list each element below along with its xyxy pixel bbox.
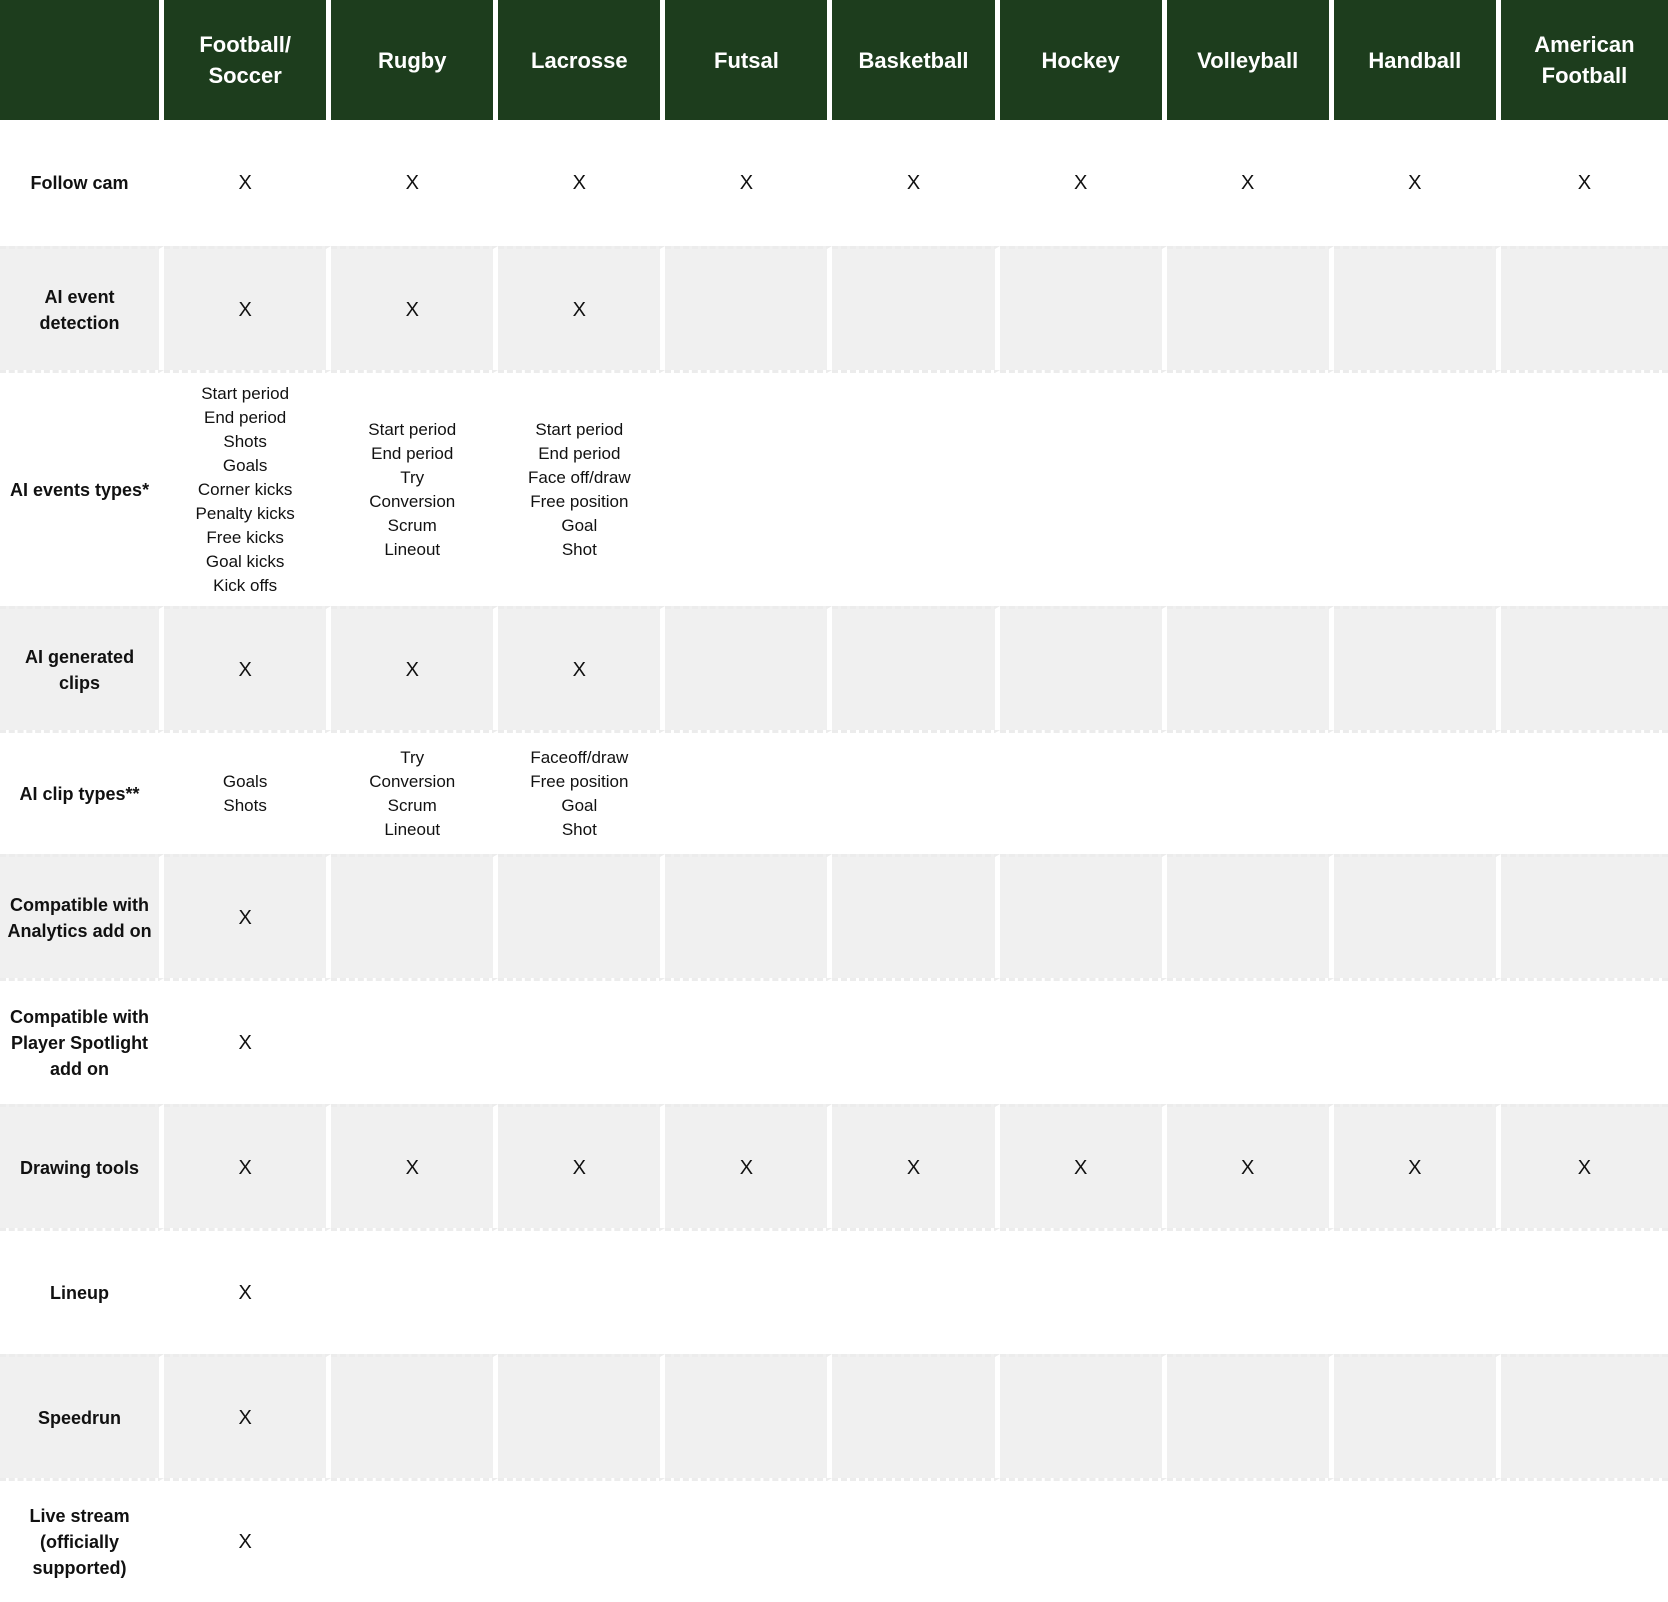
cell-ai-generated-clips-handball	[1334, 606, 1501, 730]
header-row	[0, 0, 1668, 120]
cell-analytics-add-on-hockey	[1000, 854, 1167, 978]
cell-ai-clip-types-rugby: Try Conversion Scrum Lineout	[331, 730, 498, 854]
cell-lineup-volleyball	[1167, 1228, 1334, 1354]
cell-player-spotlight-add-on-lacrosse	[498, 978, 665, 1104]
table-row	[0, 370, 1668, 606]
cell-live-stream-football-soccer: X	[164, 1478, 331, 1602]
cell-speedrun-basketball	[832, 1354, 999, 1478]
row-label-speedrun: Speedrun	[0, 1354, 164, 1478]
table-row	[0, 978, 1668, 1104]
cell-ai-generated-clips-lacrosse: X	[498, 606, 665, 730]
cell-live-stream-lacrosse	[498, 1478, 665, 1602]
column-header-american-football: American Football	[1501, 0, 1668, 120]
cell-lineup-hockey	[1000, 1228, 1167, 1354]
cell-drawing-tools-american-football: X	[1501, 1104, 1668, 1228]
cell-ai-generated-clips-rugby: X	[331, 606, 498, 730]
cell-ai-clip-types-basketball	[832, 730, 999, 854]
cell-live-stream-hockey	[1000, 1478, 1167, 1602]
cell-ai-generated-clips-volleyball	[1167, 606, 1334, 730]
table-row	[0, 1104, 1668, 1228]
table-row	[0, 854, 1668, 978]
cell-analytics-add-on-handball	[1334, 854, 1501, 978]
row-label-analytics-add-on: Compatible with Analytics add on	[0, 854, 164, 978]
cell-analytics-add-on-rugby	[331, 854, 498, 978]
cell-ai-generated-clips-hockey	[1000, 606, 1167, 730]
cell-analytics-add-on-futsal	[665, 854, 832, 978]
cell-live-stream-basketball	[832, 1478, 999, 1602]
cell-live-stream-futsal	[665, 1478, 832, 1602]
column-header-rugby: Rugby	[331, 0, 498, 120]
table-row	[0, 730, 1668, 854]
cell-ai-events-types-football-soccer: Start period End period Shots Goals Corner kicks Penalty kicks Free kicks Goal kicks Kick offs	[164, 370, 331, 606]
cell-drawing-tools-futsal: X	[665, 1104, 832, 1228]
cell-follow-cam-american-football: X	[1577, 172, 1592, 194]
cell-drawing-tools-handball: X	[1334, 1104, 1501, 1228]
column-header-lacrosse: Lacrosse	[498, 0, 665, 120]
cell-lineup-rugby	[331, 1228, 498, 1354]
table-row	[0, 120, 1668, 246]
row-label-ai-events-types: AI events types*	[0, 370, 164, 606]
column-header-handball: Handball	[1334, 0, 1501, 120]
cell-analytics-add-on-basketball	[832, 854, 999, 978]
cell-ai-events-types-basketball	[832, 370, 999, 606]
cell-follow-cam-lacrosse: X	[498, 120, 665, 246]
cell-drawing-tools-hockey: X	[1000, 1104, 1167, 1228]
table-body	[0, 120, 1668, 1602]
cell-speedrun-american-football	[1501, 1354, 1668, 1478]
cell-ai-events-types-handball	[1334, 370, 1501, 606]
column-header-volleyball: Volleyball	[1167, 0, 1334, 120]
cell-ai-events-types-lacrosse: Start period End period Face off/draw Free position Goal Shot	[498, 370, 665, 606]
cell-ai-event-detection-basketball	[832, 246, 999, 370]
cell-follow-cam-rugby: X	[331, 120, 498, 246]
cell-drawing-tools-volleyball: X	[1167, 1104, 1334, 1228]
cell-player-spotlight-add-on-rugby	[331, 978, 498, 1104]
cell-speedrun-hockey	[1000, 1354, 1167, 1478]
cell-drawing-tools-basketball: X	[832, 1104, 999, 1228]
cell-ai-events-types-volleyball	[1167, 370, 1334, 606]
row-label-live-stream: Live stream (officially supported)	[0, 1478, 164, 1602]
cell-speedrun-futsal	[665, 1354, 832, 1478]
cell-ai-events-types-futsal	[665, 370, 832, 606]
cell-player-spotlight-add-on-hockey	[1000, 978, 1167, 1104]
row-label-ai-generated-clips: AI generated clips	[0, 606, 164, 730]
cell-lineup-basketball	[832, 1228, 999, 1354]
table-row	[0, 1478, 1668, 1602]
column-header-futsal: Futsal	[665, 0, 832, 120]
row-label-ai-event-detection: AI event detection	[0, 246, 164, 370]
cell-analytics-add-on-american-football	[1501, 854, 1668, 978]
cell-ai-clip-types-american-football	[1501, 730, 1668, 854]
cell-player-spotlight-add-on-futsal	[665, 978, 832, 1104]
table-row	[0, 246, 1668, 370]
cell-ai-clip-types-football-soccer: Goals Shots	[164, 730, 331, 854]
cell-ai-event-detection-futsal	[665, 246, 832, 370]
cell-lineup-handball	[1334, 1228, 1501, 1354]
cell-analytics-add-on-volleyball	[1167, 854, 1334, 978]
row-label-drawing-tools: Drawing tools	[0, 1104, 164, 1228]
column-header-hockey: Hockey	[1000, 0, 1167, 120]
cell-analytics-add-on-football-soccer: X	[164, 854, 331, 978]
cell-ai-event-detection-handball	[1334, 246, 1501, 370]
cell-live-stream-american-football	[1501, 1478, 1668, 1602]
cell-live-stream-volleyball	[1167, 1478, 1334, 1602]
cell-ai-events-types-rugby: Start period End period Try Conversion Scrum Lineout	[331, 370, 498, 606]
cell-ai-generated-clips-american-football	[1501, 606, 1668, 730]
cell-follow-cam-handball: X	[1334, 120, 1501, 246]
cell-ai-events-types-american-football	[1501, 370, 1668, 606]
cell-speedrun-lacrosse	[498, 1354, 665, 1478]
cell-ai-clip-types-handball	[1334, 730, 1501, 854]
cell-ai-events-types-hockey	[1000, 370, 1167, 606]
cell-player-spotlight-add-on-football-soccer: X	[164, 978, 331, 1104]
cell-lineup-lacrosse	[498, 1228, 665, 1354]
cell-follow-cam-football-soccer: X	[164, 120, 331, 246]
cell-ai-event-detection-american-football	[1501, 246, 1668, 370]
column-header-football-soccer: Football/ Soccer	[164, 0, 331, 120]
cell-ai-generated-clips-futsal	[665, 606, 832, 730]
column-header-basketball: Basketball	[832, 0, 999, 120]
cell-follow-cam-futsal: X	[665, 120, 832, 246]
cell-ai-clip-types-lacrosse: Faceoff/draw Free position Goal Shot	[498, 730, 665, 854]
cell-ai-event-detection-rugby: X	[331, 246, 498, 370]
table-row	[0, 606, 1668, 730]
cell-drawing-tools-football-soccer: X	[164, 1104, 331, 1228]
row-label-ai-clip-types: AI clip types**	[0, 730, 164, 854]
cell-live-stream-handball	[1334, 1478, 1501, 1602]
row-label-player-spotlight-add-on: Compatible with Player Spotlight add on	[0, 978, 164, 1104]
cell-player-spotlight-add-on-handball	[1334, 978, 1501, 1104]
cell-ai-generated-clips-football-soccer: X	[164, 606, 331, 730]
cell-player-spotlight-add-on-volleyball	[1167, 978, 1334, 1104]
row-label-follow-cam: Follow cam	[0, 120, 164, 246]
cell-lineup-football-soccer: X	[164, 1228, 331, 1354]
cell-ai-clip-types-futsal	[665, 730, 832, 854]
cell-lineup-futsal	[665, 1228, 832, 1354]
cell-player-spotlight-add-on-basketball	[832, 978, 999, 1104]
row-label-lineup: Lineup	[0, 1228, 164, 1354]
cell-speedrun-volleyball	[1167, 1354, 1334, 1478]
table-row	[0, 1228, 1668, 1354]
cell-analytics-add-on-lacrosse	[498, 854, 665, 978]
cell-ai-event-detection-hockey	[1000, 246, 1167, 370]
cell-lineup-american-football	[1501, 1228, 1668, 1354]
cell-speedrun-rugby	[331, 1354, 498, 1478]
cell-follow-cam-hockey: X	[1000, 120, 1167, 246]
cell-ai-event-detection-football-soccer: X	[164, 246, 331, 370]
cell-drawing-tools-lacrosse: X	[498, 1104, 665, 1228]
cell-ai-clip-types-volleyball	[1167, 730, 1334, 854]
cell-speedrun-football-soccer: X	[164, 1354, 331, 1478]
cell-ai-event-detection-lacrosse: X	[498, 246, 665, 370]
cell-speedrun-handball	[1334, 1354, 1501, 1478]
cell-ai-generated-clips-basketball	[832, 606, 999, 730]
header-corner	[0, 0, 164, 120]
table-row	[0, 1354, 1668, 1478]
cell-follow-cam-basketball: X	[832, 120, 999, 246]
cell-drawing-tools-rugby: X	[331, 1104, 498, 1228]
cell-live-stream-rugby	[331, 1478, 498, 1602]
cell-player-spotlight-add-on-american-football	[1501, 978, 1668, 1104]
cell-ai-event-detection-volleyball	[1167, 246, 1334, 370]
cell-follow-cam-volleyball: X	[1167, 120, 1334, 246]
cell-ai-clip-types-hockey	[1000, 730, 1167, 854]
